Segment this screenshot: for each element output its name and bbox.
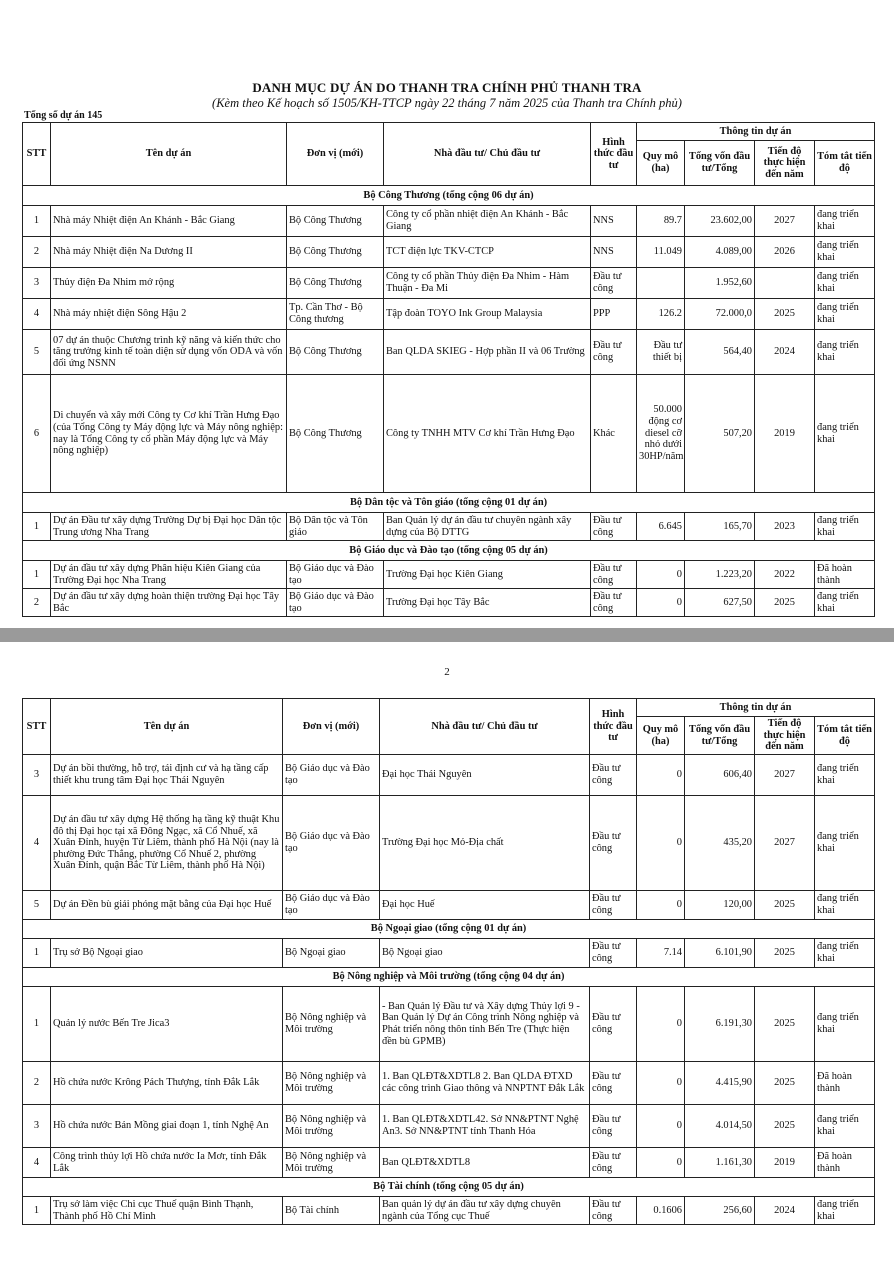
cell-investment-form: Đầu tư công [591,589,637,617]
cell-scale: 0 [637,755,685,796]
cell-capital: 1.161,30 [685,1148,755,1178]
cell-capital: 4.415,90 [685,1062,755,1105]
cell-progress-year: 2025 [755,299,815,330]
cell-scale: 0 [637,891,685,920]
project-row [23,796,875,891]
cell-stt: 2 [23,237,51,268]
cell-unit: Bộ Công Thương [287,330,384,375]
cell-project-name: Dự án đầu tư xây dựng Phân hiệu Kiên Giang của Trường Đại học Nha Trang [51,561,287,589]
cell-project-name: Dự án đầu tư xây dựng Hệ thống hạ tầng kỹ thuật Khu đô thị Đại học tại xã Đông Ngạc, xã Cổ Nhuế, xã Xuân Đỉnh, huyện Từ Liêm, thành phố Hà Nội (nay là phường Đức Thắng, phường Cổ Nhuế 2, phường Xuân Đỉnh, quận Bắc Từ Liêm, thành phố Hà Nội) [51,796,283,891]
cell-capital: 6.191,30 [685,987,755,1062]
cell-progress-summary: Đã hoàn thành [815,1148,875,1178]
cell-stt: 3 [23,268,51,299]
cell-unit: Bộ Công Thương [287,268,384,299]
project-row [23,891,875,920]
cell-project-name: Công trình thủy lợi Hồ chứa nước Ia Mơr, tỉnh Đắk Lắk [51,1148,283,1178]
cell-progress-year: 2025 [755,1062,815,1105]
cell-stt: 3 [23,1105,51,1148]
cell-progress-summary: đang triển khai [815,939,875,968]
cell-stt: 4 [23,1148,51,1178]
cell-capital: 4.014,50 [685,1105,755,1148]
cell-progress-summary: đang triển khai [815,1105,875,1148]
header-project-info: Thông tin dự án [637,699,875,717]
cell-project-name: Dự án Đền bù giải phóng mặt bằng của Đại học Huế [51,891,283,920]
cell-stt: 2 [23,589,51,617]
project-row [23,1148,875,1178]
cell-unit: Bộ Ngoại giao [283,939,380,968]
cell-progress-summary: đang triển khai [815,206,875,237]
project-row [23,513,875,541]
cell-investor: Tập đoàn TOYO Ink Group Malaysia [384,299,591,330]
cell-unit: Bộ Công Thương [287,206,384,237]
cell-project-name: Nhà máy Nhiệt điện An Khánh - Bắc Giang [51,206,287,237]
header-investor: Nhà đầu tư/ Chủ đầu tư [380,699,590,755]
section-header-row [23,1178,875,1197]
cell-progress-summary: đang triển khai [815,1197,875,1225]
cell-progress-year: 2025 [755,891,815,920]
header-capital: Tổng vốn đầu tư/Tổng [685,141,755,186]
cell-scale: 6.645 [637,513,685,541]
cell-investment-form: PPP [591,299,637,330]
cell-capital: 256,60 [685,1197,755,1225]
cell-scale: 0 [637,1105,685,1148]
cell-scale: 0 [637,1148,685,1178]
cell-investor: Bộ Ngoại giao [380,939,590,968]
cell-unit: Bộ Dân tộc và Tôn giáo [287,513,384,541]
cell-progress-year: 2025 [755,589,815,617]
page-number: 2 [444,666,450,678]
cell-progress-year: 2027 [755,206,815,237]
cell-unit: Bộ Công Thương [287,237,384,268]
cell-progress-summary: đang triển khai [815,891,875,920]
project-row [23,1197,875,1225]
cell-stt: 4 [23,796,51,891]
cell-capital: 606,40 [685,755,755,796]
header-project-name: Tên dự án [51,123,287,186]
cell-scale: 50.000 động cơ diesel cỡ nhỏ dưới 30HP/năm [637,375,685,493]
cell-investor: Công ty TNHH MTV Cơ khí Trần Hưng Đạo [384,375,591,493]
document-subtitle: (Kèm theo Kế hoạch số 1505/KH-TTCP ngày 22 tháng 7 năm 2025 của Thanh tra Chính phủ) [212,96,682,110]
cell-stt: 6 [23,375,51,493]
project-row [23,589,875,617]
cell-progress-summary: đang triển khai [815,330,875,375]
cell-investor: Trường Đại học Mỏ-Địa chất [380,796,590,891]
cell-progress-summary: Đã hoàn thành [815,561,875,589]
header-investment-form: Hình thức đầu tư [591,123,637,186]
cell-capital: 23.602,00 [685,206,755,237]
cell-unit: Bộ Nông nghiệp và Môi trường [283,987,380,1062]
cell-scale: 11.049 [637,237,685,268]
cell-progress-summary: đang triển khai [815,299,875,330]
cell-capital: 4.089,00 [685,237,755,268]
cell-investor: Công ty cổ phần Thủy điện Đa Nhim - Hàm Thuận - Đa Mi [384,268,591,299]
cell-stt: 1 [23,987,51,1062]
cell-project-name: Di chuyển và xây mới Công ty Cơ khí Trần Hưng Đạo (của Tổng Công ty Máy động lực và Máy nông nghiệp: nay là Tổng Công ty cổ phần Máy động lực và Máy nông nghiệp) [51,375,287,493]
header-unit: Đơn vị (mới) [283,699,380,755]
header-scale: Quy mô (ha) [637,717,685,755]
cell-investor: Ban QLĐT&XDTL8 [380,1148,590,1178]
project-row [23,330,875,375]
project-row [23,206,875,237]
cell-progress-year: 2019 [755,375,815,493]
cell-investment-form: NNS [591,237,637,268]
cell-investment-form: Đầu tư công [590,796,637,891]
section-header-row [23,541,875,561]
cell-capital: 120,00 [685,891,755,920]
cell-scale: 0 [637,1062,685,1105]
header-investor: Nhà đầu tư/ Chủ đầu tư [384,123,591,186]
cell-progress-year: 2027 [755,755,815,796]
project-row [23,939,875,968]
document-page-2 [0,642,894,1272]
cell-investor: Đại học Huế [380,891,590,920]
cell-unit: Bộ Công Thương [287,375,384,493]
cell-progress-year: 2024 [755,330,815,375]
cell-investment-form: Đầu tư công [590,1197,637,1225]
cell-capital: 627,50 [685,589,755,617]
cell-progress-year: 2023 [755,513,815,541]
cell-unit: Bộ Giáo dục và Đào tạo [287,561,384,589]
cell-investor: TCT điện lực TKV-CTCP [384,237,591,268]
cell-capital: 1.223,20 [685,561,755,589]
cell-project-name: Hồ chứa nước Bản Mồng giai đoạn 1, tỉnh Nghệ An [51,1105,283,1148]
cell-project-name: Dự án Đầu tư xây dựng Trường Dự bị Đại học Dân tộc Trung ương Nha Trang [51,513,287,541]
cell-capital: 165,70 [685,513,755,541]
cell-progress-year: 2024 [755,1197,815,1225]
header-progress-year: Tiến độ thực hiện đến năm [755,141,815,186]
header-project-name: Tên dự án [51,699,283,755]
cell-investor: Ban quản lý dự án đầu tư xây dựng chuyên ngành của Tổng cục Thuế [380,1197,590,1225]
cell-unit: Bộ Giáo dục và Đào tạo [283,891,380,920]
project-row [23,1062,875,1105]
section-title: Bộ Nông nghiệp và Môi trường (tổng cộng 04 dự án) [23,968,875,987]
cell-investor: 1. Ban QLĐT&XDTL42. Sở NN&PTNT Nghệ An3. Sở NN&PTNT tỉnh Thanh Hóa [380,1105,590,1148]
project-table-page-2 [22,698,875,1225]
table-body-page-2 [23,755,875,1225]
cell-capital: 435,20 [685,796,755,891]
header-stt: STT [23,699,51,755]
cell-unit: Bộ Giáo dục và Đào tạo [287,589,384,617]
section-header-row [23,920,875,939]
cell-project-name: Thủy điện Đa Nhim mở rộng [51,268,287,299]
header-investment-form: Hình thức đầu tư [590,699,637,755]
header-capital: Tổng vốn đầu tư/Tổng [685,717,755,755]
project-row [23,561,875,589]
cell-scale: 0.1606 [637,1197,685,1225]
project-row [23,755,875,796]
header-progress-year: Tiến độ thực hiện đến năm [755,717,815,755]
document-page-1 [0,0,894,628]
cell-stt: 5 [23,330,51,375]
cell-investor: Trường Đại học Tây Bắc [384,589,591,617]
cell-progress-year: 2027 [755,796,815,891]
cell-progress-year: 2025 [755,1105,815,1148]
section-header-row [23,493,875,513]
cell-investor: Đại học Thái Nguyên [380,755,590,796]
cell-scale [637,268,685,299]
cell-unit: Bộ Nông nghiệp và Môi trường [283,1062,380,1105]
section-header-row [23,968,875,987]
cell-investment-form: Đầu tư công [590,891,637,920]
section-title: Bộ Tài chính (tổng cộng 05 dự án) [23,1178,875,1197]
cell-unit: Tp. Cần Thơ - Bộ Công thương [287,299,384,330]
project-row [23,268,875,299]
project-total: Tổng số dự án 145 [24,110,103,121]
header-progress-summary: Tóm tắt tiến độ [815,717,875,755]
cell-investment-form: Đầu tư công [590,987,637,1062]
cell-progress-year: 2026 [755,237,815,268]
section-title: Bộ Ngoại giao (tổng cộng 01 dự án) [23,920,875,939]
header-progress-summary: Tóm tắt tiến độ [815,141,875,186]
cell-investment-form: Đầu tư công [590,939,637,968]
cell-stt: 2 [23,1062,51,1105]
cell-unit: Bộ Nông nghiệp và Môi trường [283,1105,380,1148]
cell-investment-form: Đầu tư công [591,330,637,375]
cell-progress-summary: đang triển khai [815,237,875,268]
header-unit: Đơn vị (mới) [287,123,384,186]
cell-investor: Trường Đại học Kiên Giang [384,561,591,589]
header-project-info: Thông tin dự án [637,123,875,141]
cell-stt: 1 [23,513,51,541]
cell-progress-summary: Đã hoàn thành [815,1062,875,1105]
cell-progress-year: 2025 [755,987,815,1062]
cell-capital: 72.000,0 [685,299,755,330]
cell-project-name: Nhà máy Nhiệt điện Na Dương II [51,237,287,268]
cell-stt: 4 [23,299,51,330]
section-title: Bộ Dân tộc và Tôn giáo (tổng cộng 01 dự án) [23,493,875,513]
cell-progress-summary: đang triển khai [815,796,875,891]
cell-capital: 1.952,60 [685,268,755,299]
cell-project-name: Dự án đầu tư xây dựng hoàn thiện trường Đại học Tây Bắc [51,589,287,617]
cell-investment-form: Đầu tư công [590,1105,637,1148]
cell-stt: 1 [23,939,51,968]
cell-progress-summary: đang triển khai [815,513,875,541]
cell-progress-summary: đang triển khai [815,268,875,299]
cell-progress-year [755,268,815,299]
project-row [23,987,875,1062]
section-title: Bộ Công Thương (tổng cộng 06 dự án) [23,186,875,206]
cell-unit: Bộ Giáo dục và Đào tạo [283,796,380,891]
header-scale: Quy mô (ha) [637,141,685,186]
cell-progress-year: 2019 [755,1148,815,1178]
cell-investment-form: Đầu tư công [590,755,637,796]
cell-project-name: Nhà máy nhiệt điện Sông Hậu 2 [51,299,287,330]
cell-investor: - Ban Quản lý Đầu tư và Xây dựng Thủy lợi 9 - Ban Quản lý Dự án Công trình Nông nghiệp và Phát triển nông thôn tỉnh Bến Tre (Thực hiện đền bù GPMB) [380,987,590,1062]
cell-investment-form: Đầu tư công [590,1148,637,1178]
cell-investor: Ban QLDA SKIEG - Hợp phần II và 06 Trường [384,330,591,375]
cell-progress-year: 2025 [755,939,815,968]
document-title: DANH MỤC DỰ ÁN DO THANH TRA CHÍNH PHỦ THANH TRA [252,80,642,95]
cell-project-name: Dự án bồi thường, hỗ trợ, tái định cư và hạ tầng cấp thiết khu trung tâm Đại học Thái Nguyên [51,755,283,796]
section-title: Bộ Giáo dục và Đào tạo (tổng cộng 05 dự án) [23,541,875,561]
cell-unit: Bộ Tài chính [283,1197,380,1225]
table-body-page-1 [23,186,875,617]
project-table-page-1 [22,122,875,617]
cell-project-name: Trụ sở Bộ Ngoại giao [51,939,283,968]
cell-unit: Bộ Giáo dục và Đào tạo [283,755,380,796]
cell-investment-form: Đầu tư công [591,268,637,299]
project-row [23,1105,875,1148]
cell-stt: 1 [23,1197,51,1225]
cell-progress-summary: đang triển khai [815,375,875,493]
cell-project-name: Trụ sở làm việc Chi cục Thuế quận Bình Thạnh, Thành phố Hồ Chí Minh [51,1197,283,1225]
project-row [23,299,875,330]
cell-scale: 0 [637,987,685,1062]
cell-scale: 7.14 [637,939,685,968]
cell-stt: 5 [23,891,51,920]
cell-capital: 6.101,90 [685,939,755,968]
cell-scale: 0 [637,561,685,589]
project-row [23,237,875,268]
cell-progress-year: 2022 [755,561,815,589]
cell-scale: 0 [637,796,685,891]
cell-stt: 3 [23,755,51,796]
cell-scale: 89.7 [637,206,685,237]
cell-project-name: 07 dự án thuộc Chương trình kỹ năng và kiến thức cho tăng trưởng kinh tế toàn diện sử dụng vốn ODA và vốn đối ứng NSNN [51,330,287,375]
cell-scale: 126.2 [637,299,685,330]
cell-investment-form: NNS [591,206,637,237]
cell-capital: 564,40 [685,330,755,375]
cell-scale: 0 [637,589,685,617]
cell-stt: 1 [23,561,51,589]
cell-progress-summary: đang triển khai [815,589,875,617]
cell-investment-form: Đầu tư công [591,561,637,589]
cell-investment-form: Đầu tư công [591,513,637,541]
cell-scale: Đầu tư thiết bị [637,330,685,375]
project-row [23,375,875,493]
section-header-row [23,186,875,206]
cell-investment-form: Đầu tư công [590,1062,637,1105]
cell-investor: 1. Ban QLĐT&XDTL8 2. Ban QLDA ĐTXD các công trình Giao thông và NNPTNT Đắk Lắk [380,1062,590,1105]
cell-investor: Công ty cổ phần nhiệt điện An Khánh - Bắc Giang [384,206,591,237]
cell-capital: 507,20 [685,375,755,493]
cell-unit: Bộ Nông nghiệp và Môi trường [283,1148,380,1178]
cell-stt: 1 [23,206,51,237]
cell-project-name: Hồ chứa nước Krông Pách Thượng, tỉnh Đắk Lắk [51,1062,283,1105]
cell-progress-summary: đang triển khai [815,987,875,1062]
cell-progress-summary: đang triển khai [815,755,875,796]
cell-investment-form: Khác [591,375,637,493]
header-stt: STT [23,123,51,186]
cell-investor: Ban Quản lý dự án đầu tư chuyên ngành xây dựng của Bộ DTTG [384,513,591,541]
cell-project-name: Quản lý nước Bến Tre Jica3 [51,987,283,1062]
